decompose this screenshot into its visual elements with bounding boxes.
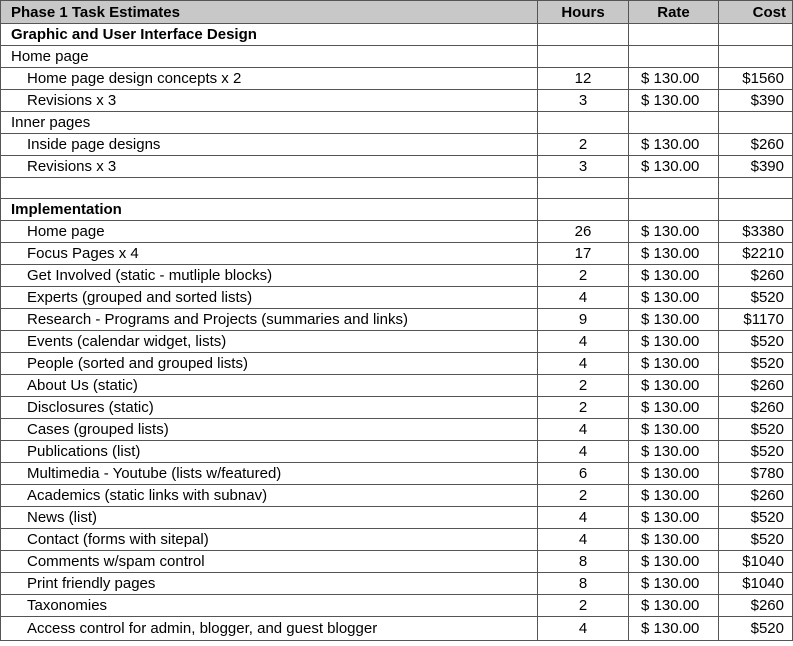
header-task: Phase 1 Task Estimates [1,1,538,24]
task-cell: About Us (static) [1,375,538,397]
table-row [1,419,793,441]
task-cell: Contact (forms with sitepal) [1,529,538,551]
hours-cell: 12 [538,68,629,90]
group-title-home-page: Home page [1,46,538,68]
cost-cell: $260 [719,397,793,419]
table-row [1,68,793,90]
rate-cell: $ 130.00 [629,397,719,419]
cost-cell: $780 [719,463,793,485]
task-cell: Academics (static links with subnav) [1,485,538,507]
rate-cell: $ 130.00 [629,287,719,309]
rate-cell: $ 130.00 [629,617,719,641]
rate-cell: $ 130.00 [629,309,719,331]
cost-cell: $1170 [719,309,793,331]
hours-cell [538,24,629,46]
cost-cell: $520 [719,287,793,309]
table-row [1,529,793,551]
rate-cell [629,178,719,199]
table-header-row [1,1,793,24]
table-row [1,221,793,243]
rate-cell [629,24,719,46]
hours-cell: 4 [538,331,629,353]
task-cell: People (sorted and grouped lists) [1,353,538,375]
table-row [1,243,793,265]
hours-cell: 3 [538,90,629,112]
hours-cell: 2 [538,595,629,617]
hours-cell [538,112,629,134]
cost-cell: $520 [719,331,793,353]
task-cell: Experts (grouped and sorted lists) [1,287,538,309]
hours-cell [538,46,629,68]
section-row [1,24,793,46]
cost-cell: $260 [719,485,793,507]
rate-cell: $ 130.00 [629,595,719,617]
cost-cell: $1560 [719,68,793,90]
section-row [1,199,793,221]
rate-cell: $ 130.00 [629,529,719,551]
task-cell: Disclosures (static) [1,397,538,419]
group-row [1,46,793,68]
cost-cell: $1040 [719,551,793,573]
table-row [1,309,793,331]
table-row [1,617,793,641]
table-row [1,353,793,375]
table-row [1,375,793,397]
table-row [1,134,793,156]
task-cell: Get Involved (static - mutliple blocks) [1,265,538,287]
hours-cell [538,178,629,199]
hours-cell: 4 [538,287,629,309]
rate-cell: $ 130.00 [629,243,719,265]
hours-cell: 4 [538,441,629,463]
cost-cell: $260 [719,375,793,397]
hours-cell: 9 [538,309,629,331]
hours-cell: 8 [538,573,629,595]
table-row [1,463,793,485]
rate-cell: $ 130.00 [629,68,719,90]
header-rate: Rate [629,1,719,24]
task-cell: News (list) [1,507,538,529]
cost-cell [719,199,793,221]
group-title-inner-pages: Inner pages [1,112,538,134]
cost-cell: $520 [719,529,793,551]
hours-cell: 2 [538,485,629,507]
hours-cell: 3 [538,156,629,178]
table-row [1,265,793,287]
table-row [1,287,793,309]
cost-cell [719,178,793,199]
rate-cell: $ 130.00 [629,419,719,441]
hours-cell: 4 [538,419,629,441]
rate-cell: $ 130.00 [629,573,719,595]
table-row [1,331,793,353]
hours-cell: 2 [538,265,629,287]
cost-cell: $390 [719,90,793,112]
table-row [1,595,793,617]
task-cell: Access control for admin, blogger, and guest blogger [1,617,538,641]
empty-row [1,178,793,199]
rate-cell: $ 130.00 [629,90,719,112]
rate-cell [629,46,719,68]
hours-cell: 8 [538,551,629,573]
cost-cell: $1040 [719,573,793,595]
table-row [1,156,793,178]
rate-cell: $ 130.00 [629,331,719,353]
hours-cell: 4 [538,507,629,529]
cost-cell: $3380 [719,221,793,243]
header-cost: Cost [719,1,793,24]
rate-cell: $ 130.00 [629,463,719,485]
task-cell: Cases (grouped lists) [1,419,538,441]
table-row [1,507,793,529]
table-row [1,551,793,573]
section-title-design: Graphic and User Interface Design [1,24,538,46]
cost-cell: $260 [719,134,793,156]
task-cell: Focus Pages x 4 [1,243,538,265]
task-cell: Inside page designs [1,134,538,156]
rate-cell: $ 130.00 [629,134,719,156]
rate-cell: $ 130.00 [629,551,719,573]
hours-cell: 4 [538,353,629,375]
rate-cell: $ 130.00 [629,353,719,375]
cost-cell: $520 [719,617,793,641]
cost-cell: $520 [719,353,793,375]
hours-cell [538,199,629,221]
rate-cell [629,112,719,134]
group-row [1,112,793,134]
cost-cell: $520 [719,507,793,529]
section-title-implementation: Implementation [1,199,538,221]
task-cell: Publications (list) [1,441,538,463]
task-cell: Events (calendar widget, lists) [1,331,538,353]
cost-cell [719,24,793,46]
cost-cell [719,112,793,134]
task-cell: Revisions x 3 [1,90,538,112]
hours-cell: 4 [538,617,629,641]
cost-cell: $520 [719,419,793,441]
task-cell: Comments w/spam control [1,551,538,573]
hours-cell: 17 [538,243,629,265]
task-cell: Taxonomies [1,595,538,617]
cost-cell [719,46,793,68]
hours-cell: 26 [538,221,629,243]
rate-cell: $ 130.00 [629,375,719,397]
hours-cell: 6 [538,463,629,485]
rate-cell: $ 130.00 [629,221,719,243]
rate-cell: $ 130.00 [629,441,719,463]
task-cell: Multimedia - Youtube (lists w/featured) [1,463,538,485]
task-cell: Print friendly pages [1,573,538,595]
cost-cell: $260 [719,595,793,617]
table-row [1,90,793,112]
rate-cell: $ 130.00 [629,485,719,507]
hours-cell: 2 [538,375,629,397]
table-row [1,485,793,507]
cost-cell: $2210 [719,243,793,265]
rate-cell [629,199,719,221]
cost-cell: $390 [719,156,793,178]
rate-cell: $ 130.00 [629,265,719,287]
rate-cell: $ 130.00 [629,507,719,529]
task-cell [1,178,538,199]
cost-cell: $260 [719,265,793,287]
hours-cell: 2 [538,134,629,156]
rate-cell: $ 130.00 [629,156,719,178]
table-row [1,397,793,419]
task-cell: Home page [1,221,538,243]
hours-cell: 2 [538,397,629,419]
task-cell: Revisions x 3 [1,156,538,178]
table-row [1,573,793,595]
cost-cell: $520 [719,441,793,463]
task-cell: Research - Programs and Projects (summaries and links) [1,309,538,331]
table-row [1,441,793,463]
task-cell: Home page design concepts x 2 [1,68,538,90]
header-hours: Hours [538,1,629,24]
hours-cell: 4 [538,529,629,551]
